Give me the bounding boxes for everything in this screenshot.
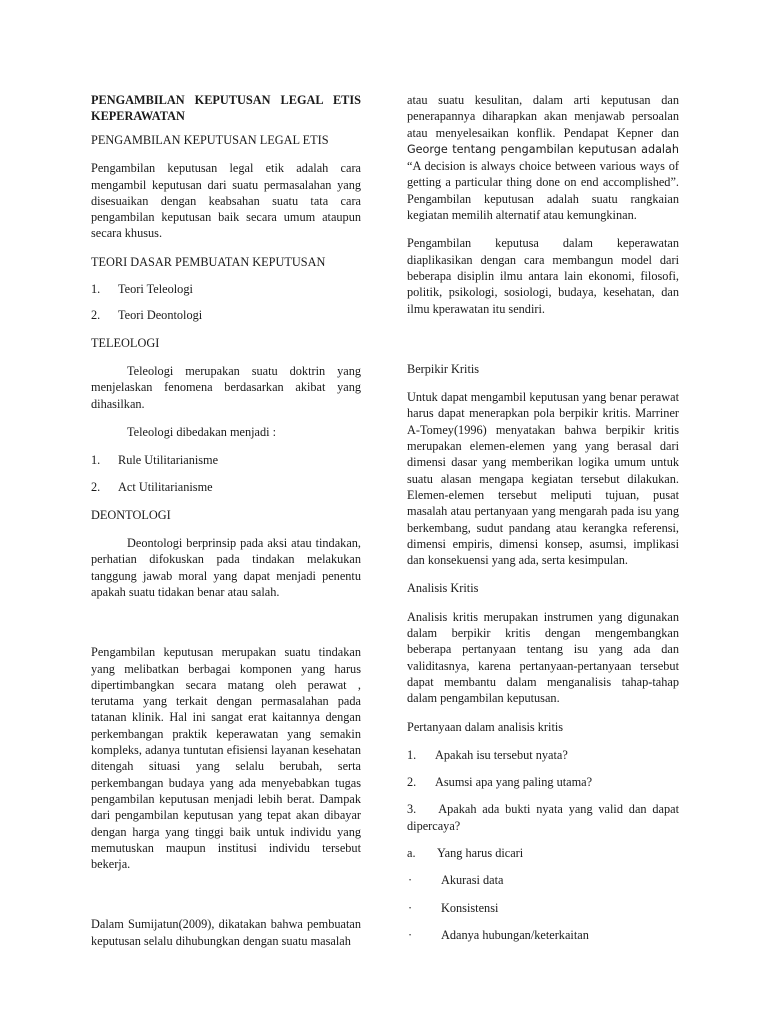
heading-teori-dasar: TEORI DASAR PEMBUATAN KEPUTUSAN: [91, 254, 326, 269]
list-item: [91, 281, 361, 297]
heading-pertanyaan: Pertanyaan dalam analisis kritis: [407, 719, 564, 734]
list-text: Teori Deontologi: [118, 308, 203, 323]
paragraph-kepner: [407, 92, 679, 223]
paragraph-teleologi: Teleologi merupakan suatu doktrin yang menjelaskan fenomena berdasarkan akibat yang dihasilkan.: [91, 363, 361, 411]
list-text: Yang harus dicari: [437, 845, 524, 860]
list-item: [407, 845, 679, 861]
list-number: 2.: [91, 308, 101, 323]
bullet-item: [407, 872, 679, 888]
heading-analisis-kritis: Analisis Kritis: [407, 581, 479, 596]
paragraph-sumijatun: Dalam Sumijatun(2009), dikatakan bahwa pembuatan keputusan selalu dihubungkan dengan suatu masalah: [91, 917, 361, 948]
list-text: Rule Utilitarianisme: [118, 453, 219, 468]
list-letter: a.: [407, 845, 416, 860]
list-text: Asumsi apa yang paling utama?: [435, 775, 593, 790]
paragraph-deontologi: Deontologi berprinsip pada aksi atau tindakan, perhatian difokuskan pada tindakan melakukan tanggung jawab moral yang dapat menjadi penentu apakah suatu tidakan benar atau salah.: [91, 536, 361, 599]
list-item: [91, 452, 361, 468]
list-text: Act Utilitarianisme: [118, 480, 213, 495]
list-number: 1.: [91, 453, 101, 468]
list-item: [407, 774, 679, 790]
paragraph-teleologi-types: Teleologi dibedakan menjadi :: [127, 424, 277, 439]
paragraph-definition: Pengambilan keputusan legal etik adalah cara mengambil keputusan dari suatu permasalahan yang disesuaikan dengan keabsahan suatu tata cara pengambilan keputusan baik secara umum ataupun secara khusus.: [91, 161, 361, 241]
list-text: Teori Teleologi: [118, 282, 193, 297]
list-text: Apakah isu tersebut nyata?: [435, 747, 568, 762]
heading-legal-etis: PENGAMBILAN KEPUTUSAN LEGAL ETIS: [91, 133, 329, 147]
list-number: 2.: [407, 775, 417, 790]
paragraph-kepner-part2: George tentang pengambilan keputusan adalah: [407, 142, 679, 156]
bullet-text: Akurasi data: [441, 873, 504, 888]
list-text: Apakah ada bukti nyata yang valid dan dapat dipercaya?: [407, 802, 679, 833]
list-item: [407, 801, 679, 834]
left-column: [91, 92, 361, 1024]
paragraph-pengambilan: Pengambilan keputusan merupakan suatu tindakan yang melibatkan berbagai komponen yang harus dipertimbangkan secara matang oleh perawat , terutama yang terkait dengan permasalahan pada tatanan klinik. Hal ini sangat erat kaitannya dengan perkembangan praktik keperawatan yang semakin kompleks, adanya tuntutan efisiensi layanan kesehatan ditengah situasi yang selalu berubah, serta perkembangan budaya yang ada menyebabkan tugas pengambilan keputusan menjadi lebih berat. Dampak dari pengambilan keputusan yang tepat akan dibayar dengan harga yang tinggi baik untuk individu yang memutuskan maupun institusi individu tersebut bekerja.: [91, 645, 361, 872]
list-number: 2.: [91, 480, 101, 495]
bullet-mark: ·: [408, 900, 413, 915]
right-column: [407, 92, 679, 1024]
list-number: 1.: [407, 747, 417, 762]
bullet-mark: ·: [408, 927, 413, 942]
paragraph-berpikir-kritis: Untuk dapat mengambil keputusan yang benar perawat harus dapat menerapkan pola berpikir kritis. Marriner A-Tomey(1996) menyatakan bahwa berpikir kritis merupakan elemen-elemen yang yang berasal dari dimensi dasar yang memberikan logika umum untuk suatu alasan mengapa kegiatan tersebut dilakukan. Elemen-elemen tersebut meliputi tujuan, pusat masalah atau pertanyaan yang mengarah pada isu yang berkembang, sudut pandang atau kerangka referensi, dimensi empiris, dimensi konsep, asumsi, implikasi dan konsekuensi yang ada, serta kesimpulan.: [407, 390, 679, 568]
bullet-mark: ·: [408, 873, 413, 888]
heading-deontologi: DEONTOLOGI: [91, 507, 171, 522]
paragraph-aplikasi: Pengambilan keputusa dalam keperawatan diaplikasikan dengan cara membangun model dari beberapa disiplin ilmu antara lain ekonomi, filosofi, politik, psikologi, sosiologi, budaya, kesehatan, dan ilmu kperawatan itu sendiri.: [407, 236, 679, 316]
list-item: [407, 747, 679, 763]
bullet-item: [407, 900, 679, 916]
heading-teleologi: TELEOLOGI: [91, 335, 160, 350]
bullet-item: [407, 927, 679, 943]
list-item: [91, 479, 361, 495]
paragraph-kepner-part3: “A decision is always choice between various ways of getting a particular thing done on end accomplished”. Pengambilan keputusan adalah suatu rangkaian kegiatan memilih alternatif atau kemungkinan.: [407, 159, 679, 223]
bullet-text: Adanya hubungan/keterkaitan: [441, 927, 589, 942]
list-number: 1.: [91, 282, 101, 297]
paragraph-kepner-part1: atau suatu kesulitan, dalam arti keputusan dan penerapannya diharapkan akan menjawab persoalan atau menyelesaikan konflik. Pendapat Kepner dan: [407, 93, 679, 140]
bullet-text: Konsistensi: [441, 900, 499, 915]
document-title: PENGAMBILAN KEPUTUSAN LEGAL ETIS KEPERAWATAN: [91, 93, 361, 123]
list-number: 3.: [407, 802, 417, 817]
heading-berpikir-kritis: Berpikir Kritis: [407, 361, 480, 376]
paragraph-analisis-kritis: Analisis kritis merupakan instrumen yang digunakan dalam berpikir kritis dengan mengembangkan beberapa pertanyaan tentang isu yang ada dan validitasnya, karena pertanyaan-pertanyaan tersebut dapat membantu dalam menganalisis tahap-tahap dalam pengambilan keputusan.: [407, 609, 679, 706]
list-item: [91, 307, 361, 323]
